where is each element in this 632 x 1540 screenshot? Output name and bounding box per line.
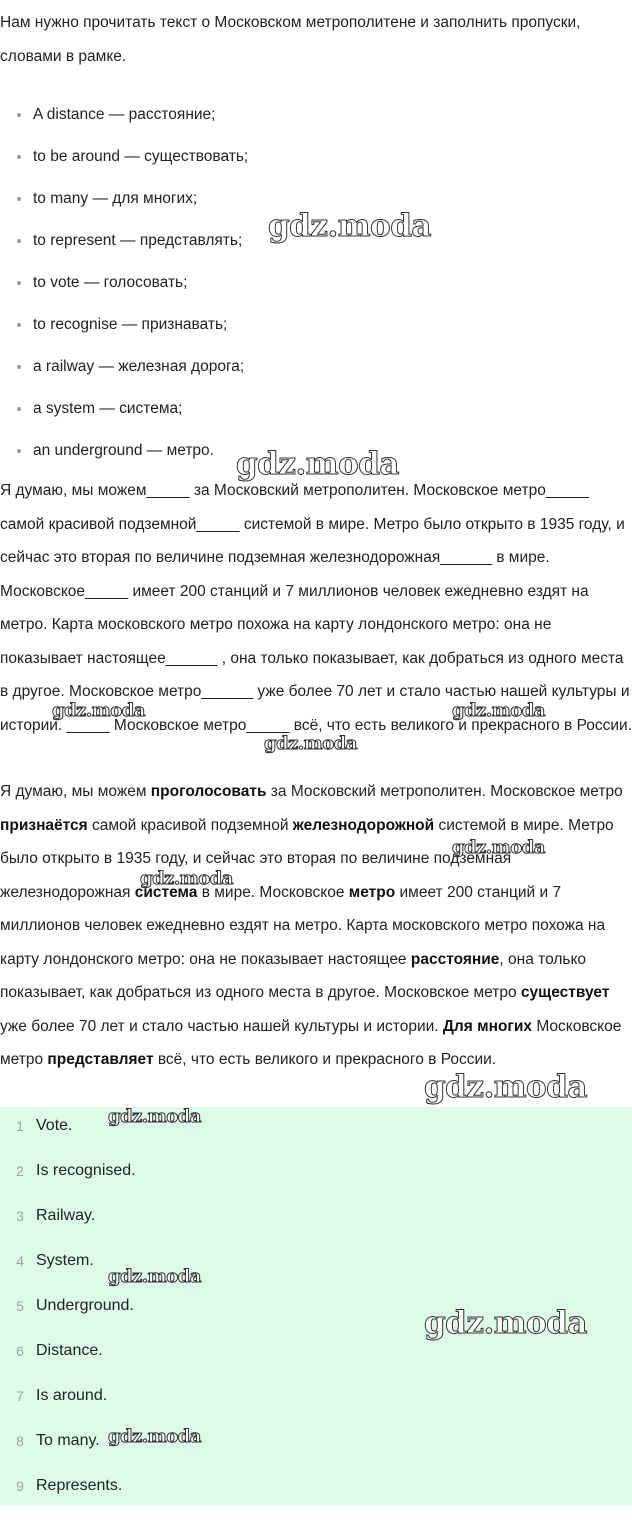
watermark: gdz.moda [108,1266,201,1287]
list-item: a system — система; [0,392,632,434]
intro-text: Нам нужно прочитать текст о Московском метрополитене и заполнить пропуски, словами в рамке. [0,14,581,65]
answer-number: 6 [16,1343,24,1359]
bullet-icon [17,155,21,159]
list-item: to represent — представлять; [0,224,632,266]
answer-word: представляет [47,1051,154,1068]
watermark: gdz.moda [140,868,233,889]
watermark: gdz.moda [424,1305,587,1341]
answer-number: 1 [16,1118,24,1134]
watermark: gdz.moda [52,700,145,721]
bullet-icon [17,323,21,327]
answer-item: 8 To many. [0,1426,632,1471]
vocabulary-list [0,98,632,476]
answer-word: расстояние [410,950,500,968]
watermark: gdz.moda [452,700,545,721]
answer-word: система [134,883,198,901]
answer-word: существует [520,984,610,1001]
answer-number: 8 [16,1433,24,1449]
answer-number: 7 [16,1388,24,1404]
answer-number: 2 [16,1163,24,1179]
answer-item: 3 Railway. [0,1201,632,1246]
bullet-icon [17,239,21,243]
answer-word: проголосовать [150,783,267,800]
answer-number: 5 [16,1298,24,1314]
list-item: to many — для многих; [0,182,632,224]
answer-number: 9 [16,1478,24,1494]
answer-item: 1 Vote. [0,1111,632,1156]
list-item: an underground — метро. [0,434,632,476]
bullet-icon [17,197,21,201]
bullet-icon [17,113,21,117]
list-item: to be around — существовать; [0,140,632,182]
filled-text: Я думаю, мы можем проголосовать за Московский метрополитен. Московское метро признаётся самой красивой подземной железнодорожной системой в мире. Метро было открыто в 1935 году, и сейчас это вторая по величине подземная железнодорожная система в мире. Московское метро имеет 200 станций и 7 миллионов человек ежедневно ездят на метро. Карта московского метро похожа на карту лондонского метро: она не показывает настоящее расстояние, она только показывает, как добраться из одного места в другое. Московское метро существует уже более 70 лет и стало частью нашей культуры и истории. Для многих Московское метро представляет всё, что есть великого и прекрасного в России. [0,783,623,1068]
answer-item: 7 Is around. [0,1381,632,1426]
answer-item: 5 Underground. [0,1291,632,1336]
answer-word: метро [348,883,396,901]
answer-item: 9 Represents. [0,1471,632,1516]
watermark: gdz.moda [108,1106,201,1127]
answer-item: 6 Distance. [0,1336,632,1381]
watermark: gdz.moda [424,1069,587,1105]
watermark: gdz.moda [236,446,399,482]
bullet-icon [17,407,21,411]
watermark: gdz.moda [108,1426,201,1447]
bullet-icon [17,449,21,453]
bullet-icon [17,365,21,369]
answer-item: 4 System. [0,1246,632,1291]
gapped-text: Я думаю, мы можем_____ за Московский метрополитен. Московское метро_____ самой красивой подземной_____ системой в мире. Метро было открыто в 1935 году, и сейчас это вторая по величине подземная железнодорожная______ в мире. Московское_____ имеет 200 станций и 7 миллионов человек ежедневно ездят на метро. Карта московского метро похожа на карту лондонского метро: она не показывает настоящее______ , она только показывает, как добраться из одного места в другое. Московское метро______ уже более 70 лет и стало частью нашей культуры и истории. _____ Московское метро_____ всё, что есть великого и прекрасного в России. [0,482,632,734]
list-item: A distance — расстояние; [0,98,632,140]
answer-word: железнодорожной [292,816,435,834]
watermark: gdz.moda [452,837,545,858]
answer-word: признаётся [0,816,88,834]
list-item: to recognise — признавать; [0,308,632,350]
answer-item: 2 Is recognised. [0,1156,632,1201]
answer-number: 4 [16,1253,24,1269]
answer-word: Для многих [442,1017,533,1035]
list-item: a railway — железная дорога; [0,350,632,392]
watermark: gdz.moda [264,733,357,754]
answer-number: 3 [16,1208,24,1224]
list-item: to vote — голосовать; [0,266,632,308]
watermark: gdz.moda [268,208,431,244]
bullet-icon [17,281,21,285]
